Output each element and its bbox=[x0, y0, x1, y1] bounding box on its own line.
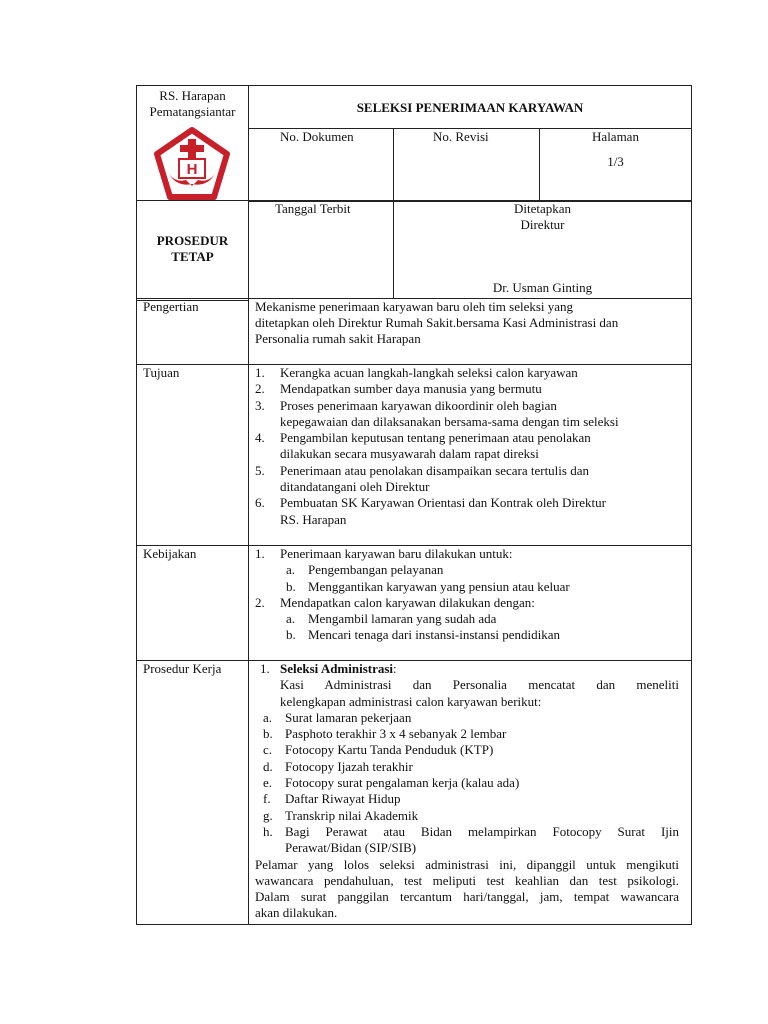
prosedur-closing-line: Dalam surat panggilan tercantum hari/tanggal, jam, tempat wawancara bbox=[255, 889, 679, 905]
no-dokumen-label: No. Dokumen bbox=[280, 129, 354, 144]
no-revisi-label: No. Revisi bbox=[433, 129, 489, 144]
prosedur-item-header bbox=[249, 661, 679, 677]
ditetapkan-label: Ditetapkan bbox=[513, 201, 572, 216]
prosedur-closing-line: Pelamar yang lolos seleksi administrasi ini, dipanggil untuk mengikuti bbox=[255, 856, 679, 872]
prosedur-sub-list bbox=[249, 710, 679, 857]
pengertian-line: Mekanisme penerimaan karyawan baru oleh tim seleksi yang bbox=[255, 299, 574, 314]
list-item: 1. Penerimaan karyawan baru dilakukan untuk: a. Pengembangan pelayanan b. Menggantikan karyawan yang pensiun atau keluar bbox=[249, 546, 689, 595]
prosedur-intro bbox=[249, 677, 679, 710]
document-title: SELEKSI PENERIMAAN KARYAWAN bbox=[356, 100, 584, 115]
sub-list-item: a. Mengambil lamaran yang sudah ada bbox=[286, 611, 497, 627]
halaman-value: 1/3 bbox=[607, 154, 624, 169]
prosedur-closing-line: wawancara pendahuluan, test meliputi test keahlian dan test psikologi. bbox=[255, 872, 679, 888]
no-dokumen-cell bbox=[248, 128, 394, 202]
hospital-logo-icon bbox=[152, 126, 232, 202]
tujuan-list bbox=[249, 365, 689, 528]
sub-list-item: a. Surat lamaran pekerjaan bbox=[263, 709, 412, 725]
kebijakan-list bbox=[249, 546, 689, 644]
no-revisi-cell bbox=[393, 128, 540, 202]
prosedur-tetap-line2: TETAP bbox=[171, 249, 214, 264]
prosedur-tetap-line1: PROSEDUR bbox=[156, 233, 229, 248]
pengertian-line: Personalia rumah sakit Harapan bbox=[255, 331, 421, 346]
halaman-label: Halaman bbox=[592, 129, 639, 144]
list-item: 5. Penerimaan atau penolakan disampaikan secara tertulis dan ditandatangani oleh Direktur bbox=[255, 462, 589, 495]
sop-document bbox=[136, 85, 692, 925]
list-item: 2. Mendapatkan sumber daya manusia yang bermutu bbox=[255, 381, 542, 397]
list-item: 6. Pembuatan SK Karyawan Orientasi dan Kontrak oleh Direktur RS. Harapan bbox=[255, 495, 606, 527]
sub-list-item: d. Fotocopy Ijazah terakhir bbox=[263, 758, 413, 774]
list-item: 4. Pengambilan keputusan tentang penerimaan atau penolakan dilakukan secara musyawarah dalam rapat direksi bbox=[255, 430, 591, 462]
prosedur-kerja-label-cell bbox=[136, 660, 249, 925]
hospital-name-line2: Pematangsiantar bbox=[149, 104, 236, 119]
title-cell bbox=[248, 85, 692, 129]
kebijakan-content-cell bbox=[248, 545, 692, 661]
tanggal-terbit-label: Tanggal Terbit bbox=[275, 201, 351, 216]
prosedur-item-colon: : bbox=[393, 661, 397, 676]
kebijakan-label-cell bbox=[136, 545, 249, 661]
svg-text:H: H bbox=[186, 161, 198, 178]
tujuan-content-cell bbox=[248, 364, 692, 546]
prosedur-kerja-label: Prosedur Kerja bbox=[143, 661, 222, 676]
pengertian-content-cell bbox=[248, 298, 692, 365]
sub-list-item: g. Transkrip nilai Akademik bbox=[263, 807, 419, 823]
list-item: 1. Kerangka acuan langkah-langkah seleksi calon karyawan bbox=[255, 365, 578, 380]
prosedur-item-title: Seleksi Administrasi bbox=[280, 661, 394, 676]
tujuan-label: Tujuan bbox=[143, 365, 180, 380]
sub-list-item: a. Pengembangan pelayanan bbox=[286, 562, 444, 578]
ditetapkan-cell bbox=[393, 200, 692, 299]
sub-list bbox=[280, 562, 689, 595]
pengertian-line: ditetapkan oleh Direktur Rumah Sakit.bersama Kasi Administrasi dan bbox=[255, 315, 619, 330]
tanggal-terbit-cell bbox=[248, 200, 394, 299]
halaman-cell bbox=[539, 128, 692, 202]
prosedur-closing-line: akan dilakukan. bbox=[255, 905, 338, 921]
prosedur-item-num: 1. bbox=[260, 661, 270, 676]
list-item: 3. Proses penerimaan karyawan dikoordinir oleh bagian kepegawaian dan dilaksanakan bersama-sama dengan tim seleksi bbox=[255, 397, 619, 429]
sub-list-item: b. Pasphoto terakhir 3 x 4 sebanyak 2 lembar bbox=[263, 726, 507, 742]
signatory-name: Dr. Usman Ginting bbox=[492, 280, 593, 295]
kebijakan-label: Kebijakan bbox=[143, 546, 197, 561]
pengertian-label: Pengertian bbox=[143, 299, 199, 314]
prosedur-intro-line: Kasi Administrasi dan Personalia mencatat dan meneliti bbox=[280, 677, 679, 693]
sub-list-item: b. Mencari tenaga dari instansi-instansi pendidikan bbox=[286, 627, 560, 643]
prosedur-closing bbox=[249, 857, 679, 922]
pengertian-label-cell bbox=[136, 298, 249, 365]
list-item: 2. Mendapatkan calon karyawan dilakukan dengan: a. Mengambil lamaran yang sudah ada b. Mencari tenaga dari instansi-instansi pendidikan bbox=[249, 595, 689, 644]
sub-list-item: f. Daftar Riwayat Hidup bbox=[263, 791, 401, 807]
prosedur-intro-line: kelengkapan administrasi calon karyawan berikut: bbox=[280, 693, 542, 709]
hospital-name-line1: RS. Harapan bbox=[159, 88, 226, 103]
prosedur-kerja-body bbox=[249, 661, 679, 922]
sub-list-item: h. Bagi Perawat atau Bidan melampirkan Fotocopy Surat Ijin Perawat/Bidan (SIP/SIB) bbox=[263, 823, 679, 856]
sub-list-item: e. Fotocopy surat pengalaman kerja (kalau ada) bbox=[263, 775, 520, 791]
sub-list-item: b. Menggantikan karyawan yang pensiun atau keluar bbox=[286, 578, 570, 594]
direktur-label: Direktur bbox=[520, 217, 565, 232]
tujuan-label-cell bbox=[136, 364, 249, 546]
sub-list-item: c. Fotocopy Kartu Tanda Penduduk (KTP) bbox=[263, 742, 494, 758]
prosedur-kerja-content-cell bbox=[248, 660, 692, 925]
sub-list bbox=[280, 611, 689, 644]
prosedur-tetap-cell bbox=[136, 200, 249, 299]
